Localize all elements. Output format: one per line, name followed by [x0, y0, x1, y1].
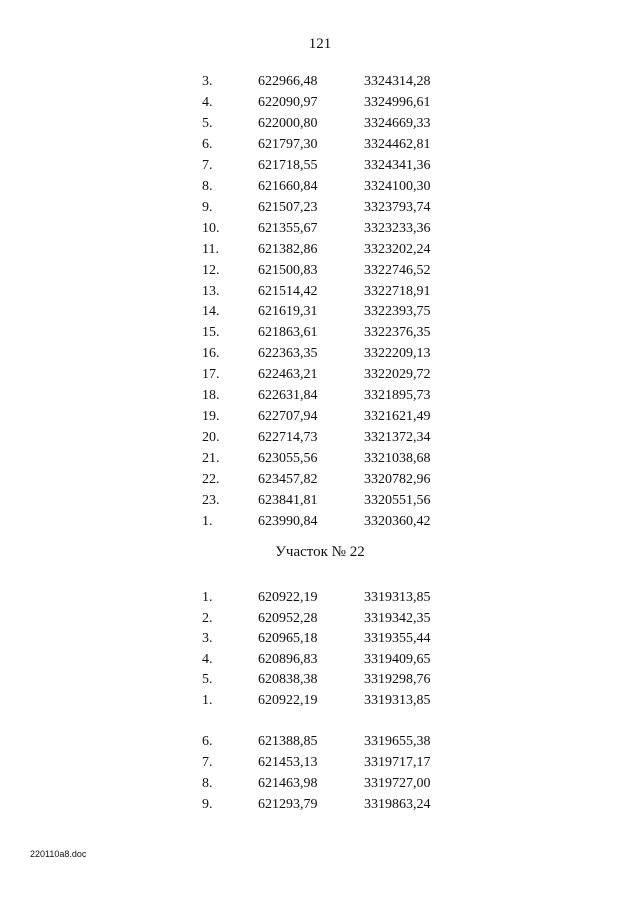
y-coordinate: 3320360,42: [364, 513, 431, 529]
table-row: [0, 385, 640, 406]
y-coordinate: 3322393,75: [364, 304, 431, 320]
x-coordinate: 621718,55: [258, 157, 318, 173]
point-number: 13.: [202, 283, 220, 299]
y-coordinate: 3322376,35: [364, 325, 431, 341]
table-row: [0, 155, 640, 176]
y-coordinate: 3324462,81: [364, 136, 431, 152]
point-number: 15.: [202, 325, 220, 341]
point-number: 18.: [202, 388, 220, 404]
point-number: 23.: [202, 493, 220, 508]
point-number: 16.: [202, 346, 220, 362]
table-row: [0, 218, 640, 239]
y-coordinate: 3319655,38: [364, 734, 431, 749]
y-coordinate: 3323202,24: [364, 241, 431, 257]
point-number: 5.: [202, 672, 213, 688]
x-coordinate: 622090,97: [258, 94, 318, 110]
y-coordinate: 3320782,96: [364, 472, 431, 488]
y-coordinate: 3319313,85: [364, 693, 431, 708]
x-coordinate: 622363,35: [258, 346, 318, 362]
point-number: 12.: [202, 262, 220, 278]
y-coordinate: 3319727,00: [364, 775, 431, 791]
y-coordinate: 3322029,72: [364, 367, 431, 383]
y-coordinate: 3319717,17: [364, 754, 431, 770]
table-row: [0, 690, 640, 711]
y-coordinate: 3321621,49: [364, 409, 431, 425]
point-number: 1.: [202, 590, 213, 605]
x-coordinate: 623990,84: [258, 513, 318, 529]
x-coordinate: 621797,30: [258, 136, 318, 152]
point-number: 8.: [202, 178, 213, 194]
y-coordinate: 3324669,33: [364, 115, 431, 131]
x-coordinate: 623055,56: [258, 451, 318, 467]
x-coordinate: 620922,19: [258, 693, 318, 708]
point-number: 4.: [202, 651, 213, 667]
y-coordinate: 3324314,28: [364, 74, 431, 89]
point-number: 1.: [202, 513, 213, 529]
point-number: 9.: [202, 796, 213, 812]
y-coordinate: 3319313,85: [364, 590, 431, 605]
table-row: [0, 364, 640, 385]
x-coordinate: 623841,81: [258, 493, 318, 508]
y-coordinate: 3320551,56: [364, 493, 431, 508]
y-coordinate: 3319298,76: [364, 672, 431, 688]
x-coordinate: 621507,23: [258, 199, 318, 215]
y-coordinate: 3323793,74: [364, 199, 431, 215]
point-number: 17.: [202, 367, 220, 383]
table-row: [0, 469, 640, 490]
x-coordinate: 623457,82: [258, 472, 318, 488]
y-coordinate: 3319863,24: [364, 796, 431, 812]
file-name-footer: 220110a8.doc: [30, 849, 87, 859]
y-coordinate: 3321895,73: [364, 388, 431, 404]
table-row: [0, 773, 640, 794]
table-row: [0, 628, 640, 649]
table-row: [0, 794, 640, 815]
y-coordinate: 3319355,44: [364, 631, 431, 647]
x-coordinate: 620952,28: [258, 610, 318, 626]
x-coordinate: 621514,42: [258, 283, 318, 299]
x-coordinate: 621382,86: [258, 241, 318, 257]
x-coordinate: 620896,83: [258, 651, 318, 667]
table-row: [0, 281, 640, 302]
table-row: [0, 176, 640, 197]
table-row: [0, 343, 640, 364]
y-coordinate: 3321372,34: [364, 430, 431, 446]
table-row: [0, 649, 640, 670]
table-row: [0, 134, 640, 155]
table-row: [0, 113, 640, 134]
table-row: [0, 239, 640, 260]
x-coordinate: 622714,73: [258, 430, 318, 446]
table-row: [0, 752, 640, 773]
x-coordinate: 622463,21: [258, 367, 318, 383]
x-coordinate: 620838,38: [258, 672, 318, 688]
table-row: [0, 92, 640, 113]
y-coordinate: 3324341,36: [364, 157, 431, 173]
point-number: 21.: [202, 451, 220, 467]
y-coordinate: 3322209,13: [364, 346, 431, 362]
table-row: [0, 669, 640, 690]
point-number: 22.: [202, 472, 220, 488]
point-number: 4.: [202, 94, 213, 110]
page-number: 121: [308, 36, 332, 52]
point-number: 19.: [202, 409, 220, 425]
point-number: 3.: [202, 631, 213, 647]
x-coordinate: 621500,83: [258, 262, 318, 278]
point-number: 3.: [202, 74, 213, 89]
point-number: 14.: [202, 304, 220, 320]
y-coordinate: 3322746,52: [364, 262, 431, 278]
point-number: 1.: [202, 693, 213, 708]
y-coordinate: 3323233,36: [364, 220, 431, 236]
section-heading: Участок № 22: [275, 544, 365, 560]
table-row: [0, 448, 640, 469]
y-coordinate: 3324100,30: [364, 178, 431, 194]
table-row: [0, 260, 640, 281]
point-number: 5.: [202, 115, 213, 131]
point-number: 6.: [202, 734, 213, 749]
y-coordinate: 3319409,65: [364, 651, 431, 667]
x-coordinate: 621863,61: [258, 325, 318, 341]
table-row: [0, 731, 640, 752]
point-number: 11.: [202, 241, 219, 257]
x-coordinate: 622707,94: [258, 409, 318, 425]
x-coordinate: 621293,79: [258, 796, 318, 812]
table-row: [0, 427, 640, 448]
x-coordinate: 621355,67: [258, 220, 318, 236]
table-row: [0, 511, 640, 532]
table-row: [0, 406, 640, 427]
table-row: [0, 490, 640, 511]
point-number: 9.: [202, 199, 213, 215]
y-coordinate: 3321038,68: [364, 451, 431, 467]
y-coordinate: 3319342,35: [364, 610, 431, 626]
point-number: 7.: [202, 157, 213, 173]
table-row: [0, 587, 640, 608]
point-number: 20.: [202, 430, 220, 446]
point-number: 7.: [202, 754, 213, 770]
y-coordinate: 3324996,61: [364, 94, 431, 110]
x-coordinate: 621619,31: [258, 304, 318, 320]
x-coordinate: 621660,84: [258, 178, 318, 194]
x-coordinate: 622631,84: [258, 388, 318, 404]
table-row: [0, 71, 640, 92]
x-coordinate: 621388,85: [258, 734, 318, 749]
x-coordinate: 621453,13: [258, 754, 318, 770]
point-number: 2.: [202, 610, 213, 626]
x-coordinate: 621463,98: [258, 775, 318, 791]
table-row: [0, 301, 640, 322]
x-coordinate: 620922,19: [258, 590, 318, 605]
table-row: [0, 322, 640, 343]
point-number: 10.: [202, 220, 220, 236]
point-number: 8.: [202, 775, 213, 791]
x-coordinate: 622966,48: [258, 74, 318, 89]
table-row: [0, 608, 640, 629]
point-number: 6.: [202, 136, 213, 152]
y-coordinate: 3322718,91: [364, 283, 431, 299]
x-coordinate: 622000,80: [258, 115, 318, 131]
x-coordinate: 620965,18: [258, 631, 318, 647]
table-row: [0, 197, 640, 218]
